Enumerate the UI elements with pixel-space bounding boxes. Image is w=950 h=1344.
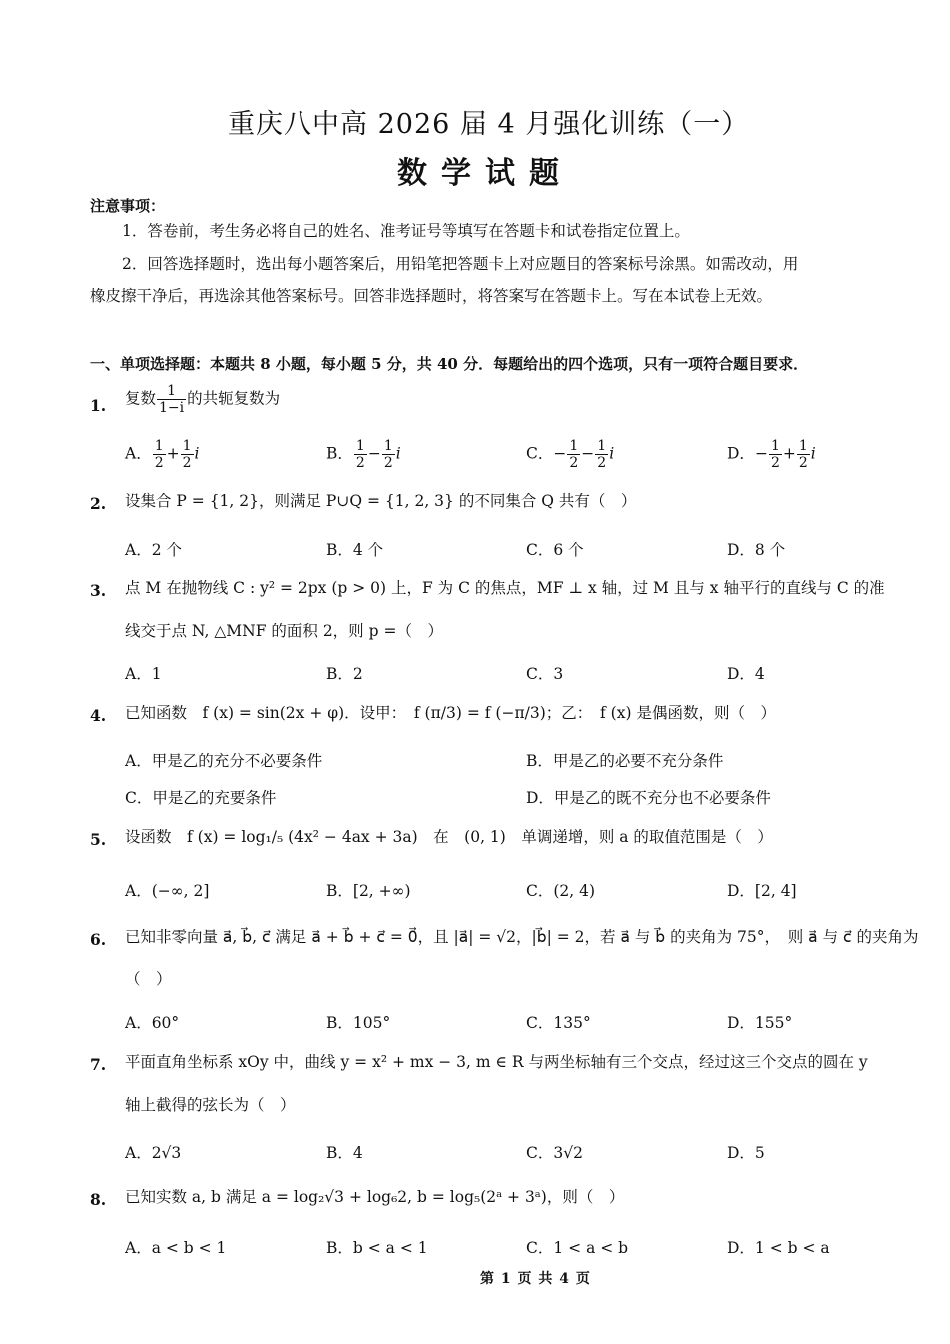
question-number: 1. bbox=[90, 396, 107, 415]
option-a[interactable]: A．a < b < 1 bbox=[125, 1239, 227, 1257]
section-heading: 一、单项选择题：本题共 8 小题，每小题 5 分，共 40 分．每题给出的四个选项，只有一项符合题目要求． bbox=[90, 355, 809, 373]
question-stem: 已知函数 f (x) = sin(2x + φ)．设甲： f (π/3) = f (−π/3)；乙： f (x) 是偶函数，则（ ） bbox=[125, 704, 776, 722]
question-stem: 已知非零向量 a⃗, b⃗, c⃗ 满足 a⃗ + b⃗ + c⃗ = 0⃗，且 |a⃗| = √2，|b⃗| = 2，若 a⃗ 与 b⃗ 的夹角为 75°， 则 a⃗ 与 c⃗ 的夹角为 bbox=[125, 928, 919, 946]
question-stem-cont: 线交于点 N, △MNF 的面积 2，则 p =（ ） bbox=[125, 622, 443, 640]
option-c[interactable]: C．3√2 bbox=[526, 1144, 583, 1162]
exam-subtitle: 数学试题 bbox=[397, 156, 573, 191]
notice-line-2a: 2．回答选择题时，选出每小题答案后，用铅笔把答题卡上对应题目的答案标号涂黑。如需改动，用 bbox=[122, 255, 799, 273]
question-stem-cont: 轴上截得的弦长为（ ） bbox=[125, 1096, 296, 1114]
notice-line-1: 1．答卷前，考生务必将自己的姓名、准考证号等填写在答题卡和试卷指定位置上。 bbox=[122, 222, 690, 240]
question-number: 8. bbox=[90, 1190, 107, 1209]
option-b[interactable]: B．甲是乙的必要不充分条件 bbox=[526, 752, 724, 770]
notice-heading: 注意事项： bbox=[90, 197, 166, 215]
option-a[interactable]: A．甲是乙的充分不必要条件 bbox=[125, 752, 323, 770]
notice-line-2b: 橡皮擦干净后，再选涂其他答案标号。回答非选择题时，将答案写在答题卡上。写在本试卷上无效。 bbox=[90, 287, 773, 305]
option-b[interactable]: B．[2, +∞) bbox=[326, 882, 411, 900]
exam-title: 重庆八中高 2026 届 4 月强化训练（一） bbox=[228, 109, 750, 140]
option-d[interactable]: D．[2, 4] bbox=[727, 882, 797, 900]
option-a[interactable]: A．(−∞, 2] bbox=[125, 882, 210, 900]
option-a[interactable]: A．2√3 bbox=[125, 1144, 182, 1162]
option-c[interactable]: C．− $\frac{1}{2}$ − $\frac{1}{2}$ i bbox=[526, 438, 615, 472]
question-stem-cont: （ ） bbox=[125, 970, 172, 988]
option-a[interactable]: A．60° bbox=[125, 1014, 180, 1032]
question-stem: 已知实数 a, b 满足 a = log₂√3 + log₆2, b = log₅(2ᵃ + 3ᵃ)，则（ ） bbox=[125, 1188, 625, 1206]
option-c[interactable]: C．(2, 4) bbox=[526, 882, 596, 900]
question-number: 7. bbox=[90, 1055, 107, 1074]
option-d[interactable]: D．8 个 bbox=[727, 541, 786, 559]
option-a[interactable]: A．1 bbox=[125, 665, 162, 683]
option-d[interactable]: D．1 < b < a bbox=[727, 1239, 830, 1257]
question-number: 5. bbox=[90, 830, 107, 849]
option-b[interactable]: B．b < a < 1 bbox=[326, 1239, 428, 1257]
option-d[interactable]: D．4 bbox=[727, 665, 765, 683]
question-number: 4. bbox=[90, 706, 107, 725]
option-d[interactable]: D．155° bbox=[727, 1014, 793, 1032]
option-a[interactable]: A． $\frac{1}{2}$ + $\frac{1}{2}$ i bbox=[125, 438, 200, 472]
question-number: 3. bbox=[90, 581, 107, 600]
page-footer: 第 1 页 共 4 页 bbox=[480, 1271, 591, 1287]
question-stem: 平面直角坐标系 xOy 中，曲线 y = x² + mx − 3, m ∈ R 与两坐标轴有三个交点，经过这三个交点的圆在 y bbox=[125, 1053, 868, 1071]
option-c[interactable]: C．1 < a < b bbox=[526, 1239, 629, 1257]
question-stem: 点 M 在抛物线 C : y² = 2px (p > 0) 上，F 为 C 的焦点，MF ⊥ x 轴，过 M 且与 x 轴平行的直线与 C 的准 bbox=[125, 579, 885, 597]
fraction: $\frac{1}{1-i}$ bbox=[159, 383, 185, 417]
question-stem: 复数 $\frac{1}{1-i}$ 的共轭复数为 bbox=[125, 383, 281, 417]
option-b[interactable]: B． $\frac{1}{2}$ − $\frac{1}{2}$ i bbox=[326, 438, 401, 472]
question-stem: 设函数 f (x) = log₁/₅ (4x² − 4ax + 3a) 在 (0, 1) 单调递增，则 a 的取值范围是（ ） bbox=[125, 828, 773, 846]
question-number: 2. bbox=[90, 494, 107, 513]
option-d[interactable]: D．5 bbox=[727, 1144, 765, 1162]
option-c[interactable]: C．甲是乙的充要条件 bbox=[125, 789, 277, 807]
option-b[interactable]: B．4 bbox=[326, 1144, 363, 1162]
question-number: 6. bbox=[90, 930, 107, 949]
option-c[interactable]: C．6 个 bbox=[526, 541, 584, 559]
option-d[interactable]: D．− $\frac{1}{2}$ + $\frac{1}{2}$ i bbox=[727, 438, 816, 472]
option-c[interactable]: C．135° bbox=[526, 1014, 591, 1032]
option-d[interactable]: D．甲是乙的既不充分也不必要条件 bbox=[526, 789, 771, 807]
option-b[interactable]: B．4 个 bbox=[326, 541, 384, 559]
option-a[interactable]: A．2 个 bbox=[125, 541, 182, 559]
option-c[interactable]: C．3 bbox=[526, 665, 564, 683]
option-b[interactable]: B．2 bbox=[326, 665, 363, 683]
option-b[interactable]: B．105° bbox=[326, 1014, 391, 1032]
question-stem: 设集合 P = {1, 2}，则满足 P∪Q = {1, 2, 3} 的不同集合 Q 共有（ ） bbox=[125, 492, 637, 510]
